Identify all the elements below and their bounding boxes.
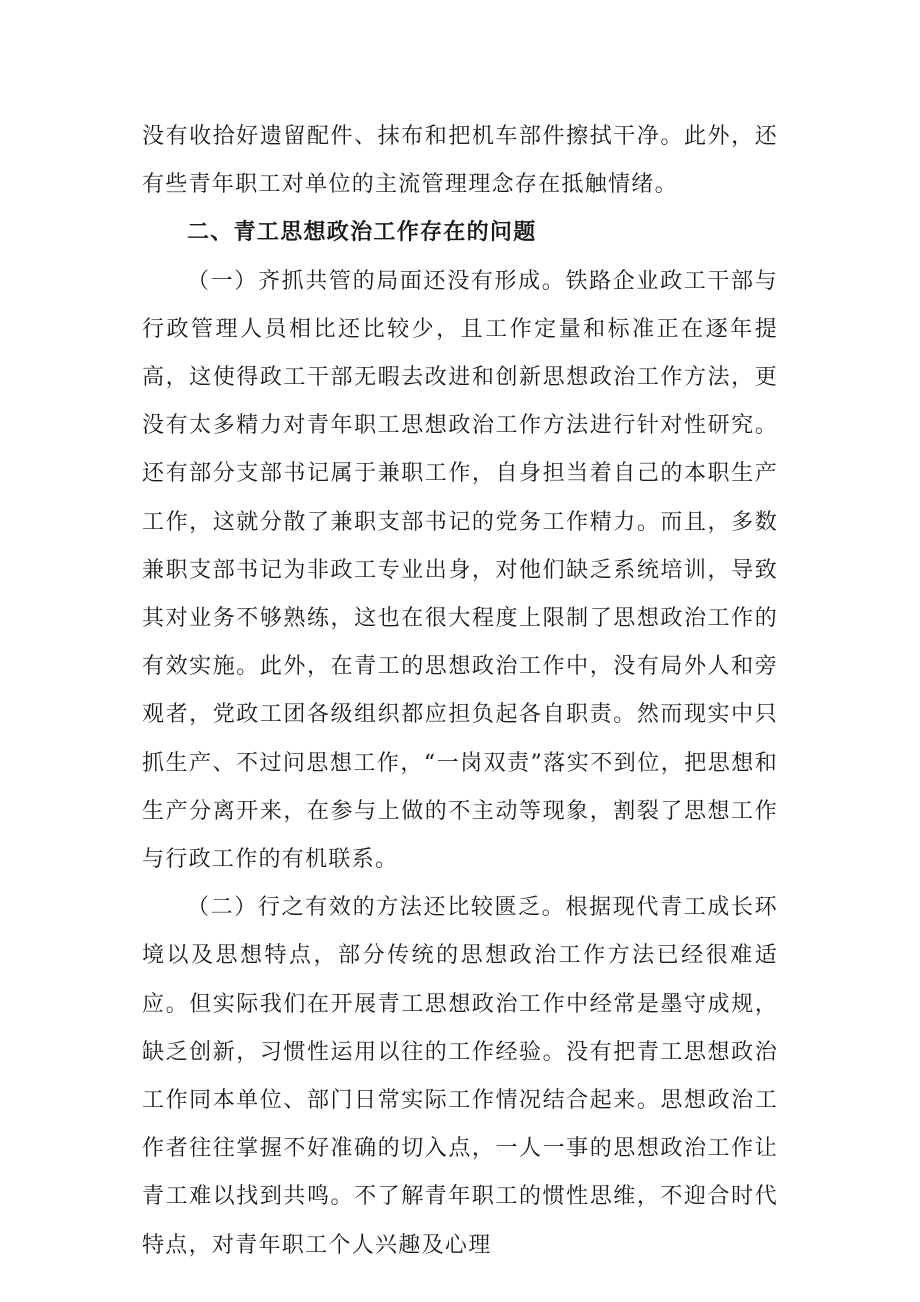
subsection-paragraph-1: （一）齐抓共管的局面还没有形成。铁路企业政工干部与行政管理人员相比还比较少，且工作定量和标准正在逐年提高，这使得政工干部无暇去改进和创新思想政治工作方法，更没有太多精力对青年职工思想政治工作方法进行针对性研究。还有部分支部书记属于兼职工作，自身担当着自己的本职生产工作，这就分散了兼职支部书记的党务工作精力。而且，多数兼职支部书记为非政工专业出身，对他们缺乏系统培训，导致其对业务不够熟练，这也在很大程度上限制了思想政治工作的有效实施。此外，在青工的思想政治工作中，没有局外人和旁观者，党政工团各级组织都应担负起各自职责。然而现实中只抓生产、不过问思想工作，“一岗双责”落实不到位，把思想和生产分离开来，在参与上做的不主动等现象，割裂了思想工作与行政工作的有机联系。 bbox=[142, 268, 778, 873]
document-body bbox=[142, 113, 778, 1270]
continued-paragraph: 没有收拾好遗留配件、抹布和把机车部件擦拭干净。此外，还有些青年职工对单位的主流管理理念存在抵触情绪。 bbox=[142, 124, 778, 198]
subsection-paragraph-2: （二）行之有效的方法还比较匮乏。根据现代青工成长环境以及思想特点，部分传统的思想政治工作方法已经很难适应。但实际我们在开展青工思想政治工作中经常是墨守成规，缺乏创新，习惯性运用以往的工作经验。没有把青工思想政治工作同本单位、部门日常实际工作情况结合起来。思想政治工作者往往掌握不好准确的切入点，一人一事的思想政治工作让青工难以找到共鸣。不了解青年职工的惯性思维，不迎合时代特点，对青年职工个人兴趣及心理 bbox=[142, 895, 778, 1258]
section-heading: 二、青工思想政治工作存在的问题 bbox=[187, 220, 537, 246]
